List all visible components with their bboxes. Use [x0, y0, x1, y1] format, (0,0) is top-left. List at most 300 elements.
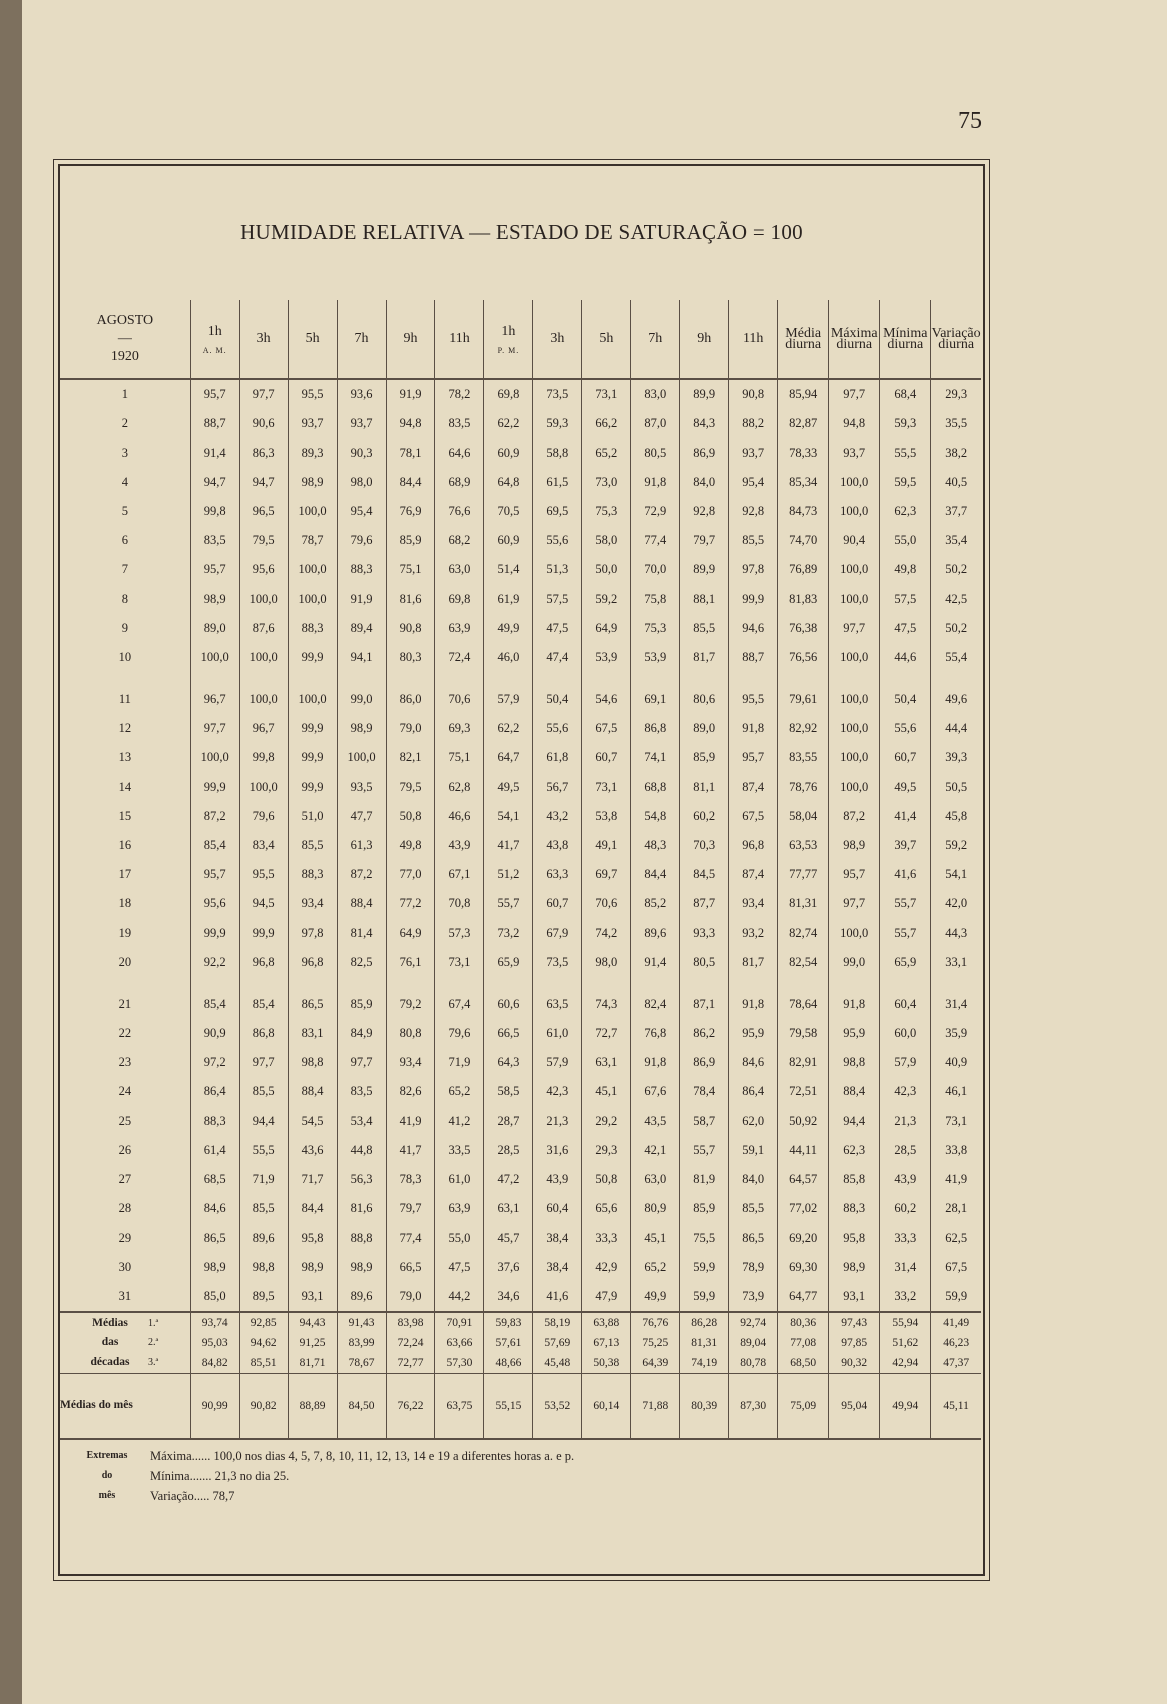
- hour-header: 11h: [729, 300, 778, 379]
- value-cell: 99,9: [190, 919, 239, 948]
- value-cell: 87,2: [337, 860, 386, 889]
- value-cell: 47,5: [880, 614, 931, 643]
- extremes-label: do: [101, 1470, 113, 1481]
- value-cell: 93,7: [729, 438, 778, 467]
- table-row: [60, 1048, 981, 1077]
- value-cell: 69,5: [533, 497, 582, 526]
- value-cell: 64,57: [778, 1165, 829, 1194]
- value-cell: 28,1: [931, 1194, 981, 1223]
- value-cell: 50,0: [582, 555, 631, 584]
- value-cell: 71,9: [239, 1165, 288, 1194]
- value-cell: 83,1: [288, 1019, 337, 1048]
- value-cell: 68,50: [778, 1353, 829, 1373]
- value-cell: 94,7: [239, 468, 288, 497]
- decade-mean-row: [60, 1353, 981, 1373]
- value-cell: 81,7: [729, 948, 778, 977]
- value-cell: 72,9: [631, 497, 680, 526]
- value-cell: 60,7: [533, 889, 582, 918]
- value-cell: 98,8: [829, 1048, 880, 1077]
- value-cell: 88,4: [288, 1077, 337, 1106]
- value-cell: 99,8: [239, 743, 288, 772]
- value-cell: 76,89: [778, 555, 829, 584]
- value-cell: 89,9: [680, 555, 729, 584]
- value-cell: 55,94: [880, 1312, 931, 1333]
- value-cell: 83,4: [239, 831, 288, 860]
- value-cell: 84,82: [190, 1353, 239, 1373]
- value-cell: 98,0: [337, 468, 386, 497]
- day-cell: 5: [121, 503, 128, 518]
- value-cell: 58,0: [582, 526, 631, 555]
- value-cell: 63,53: [778, 831, 829, 860]
- maxima-header: Máxima diurna: [829, 300, 880, 379]
- value-cell: 94,1: [337, 643, 386, 672]
- value-cell: 100,0: [288, 497, 337, 526]
- value-cell: 72,7: [582, 1019, 631, 1048]
- value-cell: 42,3: [880, 1077, 931, 1106]
- value-cell: 100,0: [829, 555, 880, 584]
- value-cell: 79,6: [239, 802, 288, 831]
- value-cell: 100,0: [829, 497, 880, 526]
- table-row: [60, 1253, 981, 1282]
- value-cell: 83,5: [337, 1077, 386, 1106]
- value-cell: 79,6: [435, 1019, 484, 1048]
- decade-mean-label: décadas 3.ª: [60, 1353, 190, 1373]
- value-cell: 77,77: [778, 860, 829, 889]
- value-cell: 80,8: [386, 1019, 435, 1048]
- value-cell: 79,0: [386, 1282, 435, 1312]
- value-cell: 99,8: [190, 497, 239, 526]
- day-cell: 8: [121, 591, 128, 606]
- value-cell: 69,8: [435, 584, 484, 613]
- value-cell: 95,6: [190, 889, 239, 918]
- value-cell: 57,5: [533, 584, 582, 613]
- value-cell: 60,6: [484, 990, 533, 1019]
- value-cell: 63,1: [484, 1194, 533, 1223]
- value-cell: 86,5: [729, 1223, 778, 1252]
- value-cell: 69,30: [778, 1253, 829, 1282]
- value-cell: 41,7: [386, 1136, 435, 1165]
- value-cell: 63,5: [533, 990, 582, 1019]
- value-cell: 94,5: [239, 889, 288, 918]
- decade-gap: [60, 977, 981, 990]
- value-cell: 86,4: [190, 1077, 239, 1106]
- value-cell: 99,9: [288, 773, 337, 802]
- value-cell: 98,8: [288, 1048, 337, 1077]
- value-cell: 84,73: [778, 497, 829, 526]
- value-cell: 53,4: [337, 1107, 386, 1136]
- value-cell: 43,6: [288, 1136, 337, 1165]
- value-cell: 73,5: [533, 948, 582, 977]
- hour-header: 7h: [631, 300, 680, 379]
- value-cell: 63,75: [435, 1373, 484, 1439]
- value-cell: 92,74: [729, 1312, 778, 1333]
- value-cell: 50,4: [880, 685, 931, 714]
- value-cell: 96,7: [239, 714, 288, 743]
- value-cell: 87,1: [680, 990, 729, 1019]
- value-cell: 50,92: [778, 1107, 829, 1136]
- value-cell: 95,9: [829, 1019, 880, 1048]
- value-cell: 73,5: [533, 379, 582, 409]
- value-cell: 78,64: [778, 990, 829, 1019]
- value-cell: 46,6: [435, 802, 484, 831]
- value-cell: 80,9: [631, 1194, 680, 1223]
- value-cell: 55,6: [533, 714, 582, 743]
- value-cell: 80,78: [729, 1353, 778, 1373]
- table-row: [60, 773, 981, 802]
- hour-header: 3h: [533, 300, 582, 379]
- value-cell: 72,51: [778, 1077, 829, 1106]
- day-cell: 4: [121, 474, 128, 489]
- value-cell: 28,5: [880, 1136, 931, 1165]
- value-cell: 96,8: [288, 948, 337, 977]
- value-cell: 95,7: [729, 743, 778, 772]
- value-cell: 42,3: [533, 1077, 582, 1106]
- value-cell: 67,4: [435, 990, 484, 1019]
- value-cell: 84,0: [680, 468, 729, 497]
- value-cell: 43,5: [631, 1107, 680, 1136]
- value-cell: 37,6: [484, 1253, 533, 1282]
- value-cell: 41,6: [533, 1282, 582, 1312]
- value-cell: 79,5: [239, 526, 288, 555]
- value-cell: 34,6: [484, 1282, 533, 1312]
- day-cell: 15: [118, 808, 132, 823]
- value-cell: 65,9: [880, 948, 931, 977]
- value-cell: 86,5: [288, 990, 337, 1019]
- day-cell: 14: [118, 779, 132, 794]
- value-cell: 59,3: [533, 409, 582, 438]
- table-row: [60, 685, 981, 714]
- table-row: [60, 379, 981, 409]
- value-cell: 45,11: [931, 1373, 981, 1439]
- table-row: [60, 468, 981, 497]
- value-cell: 85,5: [239, 1194, 288, 1223]
- value-cell: 41,7: [484, 831, 533, 860]
- value-cell: 63,9: [435, 1194, 484, 1223]
- value-cell: 100,0: [239, 643, 288, 672]
- value-cell: 49,5: [880, 773, 931, 802]
- value-cell: 85,4: [239, 990, 288, 1019]
- value-cell: 55,7: [880, 919, 931, 948]
- value-cell: 77,4: [386, 1223, 435, 1252]
- value-cell: 59,83: [484, 1312, 533, 1333]
- day-cell: 31: [118, 1288, 132, 1303]
- value-cell: 88,89: [288, 1373, 337, 1439]
- value-cell: 51,0: [288, 802, 337, 831]
- table-row: [60, 1136, 981, 1165]
- value-cell: 53,8: [582, 802, 631, 831]
- value-cell: 91,25: [288, 1333, 337, 1353]
- value-cell: 95,5: [729, 685, 778, 714]
- value-cell: 97,85: [829, 1333, 880, 1353]
- value-cell: 100,0: [829, 468, 880, 497]
- value-cell: 93,74: [190, 1312, 239, 1333]
- value-cell: 78,1: [386, 438, 435, 467]
- value-cell: 93,2: [729, 919, 778, 948]
- value-cell: 93,4: [288, 889, 337, 918]
- value-cell: 67,5: [582, 714, 631, 743]
- value-cell: 41,2: [435, 1107, 484, 1136]
- decade-mean-label: das 2.ª: [101, 1336, 159, 1349]
- value-cell: 61,9: [484, 584, 533, 613]
- day-cell: 21: [118, 996, 132, 1011]
- hour-header: 9h: [386, 300, 435, 379]
- value-cell: 82,1: [386, 743, 435, 772]
- pm-label: P. M.: [497, 345, 520, 355]
- value-cell: 44,2: [435, 1282, 484, 1312]
- value-cell: 100,0: [829, 743, 880, 772]
- value-cell: 96,5: [239, 497, 288, 526]
- value-cell: 66,2: [582, 409, 631, 438]
- value-cell: 47,5: [435, 1253, 484, 1282]
- value-cell: 93,7: [288, 409, 337, 438]
- value-cell: 45,1: [582, 1077, 631, 1106]
- table-row: [60, 1194, 981, 1223]
- day-cell: 17: [118, 867, 132, 882]
- value-cell: 84,4: [631, 860, 680, 889]
- value-cell: 76,38: [778, 614, 829, 643]
- period-header: [60, 300, 190, 379]
- value-cell: 88,4: [829, 1077, 880, 1106]
- value-cell: 88,3: [288, 860, 337, 889]
- value-cell: 76,56: [778, 643, 829, 672]
- value-cell: 93,7: [337, 409, 386, 438]
- value-cell: 83,99: [337, 1333, 386, 1353]
- value-cell: 86,5: [190, 1223, 239, 1252]
- value-cell: 95,7: [190, 379, 239, 409]
- value-cell: 93,1: [829, 1282, 880, 1312]
- value-cell: 61,8: [533, 743, 582, 772]
- value-cell: 91,4: [631, 948, 680, 977]
- table-row: [60, 1282, 981, 1312]
- value-cell: 62,5: [931, 1223, 981, 1252]
- value-cell: 90,9: [190, 1019, 239, 1048]
- value-cell: 80,36: [778, 1312, 829, 1333]
- value-cell: 87,7: [680, 889, 729, 918]
- decade-mean-label: Médias 1.ª: [60, 1312, 190, 1333]
- value-cell: 54,1: [931, 860, 981, 889]
- value-cell: 82,74: [778, 919, 829, 948]
- value-cell: 95,7: [829, 860, 880, 889]
- value-cell: 65,2: [631, 1253, 680, 1282]
- value-cell: 76,22: [386, 1373, 435, 1439]
- value-cell: 97,7: [829, 889, 880, 918]
- value-cell: 53,9: [631, 643, 680, 672]
- value-cell: 75,25: [631, 1333, 680, 1353]
- value-cell: 58,5: [484, 1077, 533, 1106]
- table-row: [60, 990, 981, 1019]
- value-cell: 58,04: [778, 802, 829, 831]
- table-row: [60, 1107, 981, 1136]
- value-cell: 68,4: [880, 379, 931, 409]
- day-cell: 3: [121, 445, 128, 460]
- day-cell: 27: [118, 1172, 132, 1187]
- value-cell: 91,8: [729, 990, 778, 1019]
- value-cell: 42,9: [582, 1253, 631, 1282]
- value-cell: 83,5: [435, 409, 484, 438]
- value-cell: 100,0: [239, 773, 288, 802]
- value-cell: 85,5: [729, 526, 778, 555]
- value-cell: 91,43: [337, 1312, 386, 1333]
- extremes-label: mês: [98, 1490, 116, 1501]
- value-cell: 97,7: [829, 614, 880, 643]
- value-cell: 100,0: [190, 643, 239, 672]
- extremes-minima: Mínima....... 21,3 no dia 25.: [150, 1469, 290, 1483]
- day-cell: 9: [121, 620, 128, 635]
- value-cell: 61,0: [435, 1165, 484, 1194]
- value-cell: 53,9: [582, 643, 631, 672]
- value-cell: 85,5: [729, 1194, 778, 1223]
- value-cell: 85,5: [239, 1077, 288, 1106]
- value-cell: 50,4: [533, 685, 582, 714]
- value-cell: 89,9: [680, 379, 729, 409]
- value-cell: 55,5: [239, 1136, 288, 1165]
- value-cell: 33,8: [931, 1136, 981, 1165]
- value-cell: 99,0: [829, 948, 880, 977]
- value-cell: 64,8: [484, 468, 533, 497]
- value-cell: 88,2: [729, 409, 778, 438]
- value-cell: 68,9: [435, 468, 484, 497]
- value-cell: 81,9: [680, 1165, 729, 1194]
- value-cell: 87,2: [829, 802, 880, 831]
- extremes-label: Extremas: [86, 1450, 128, 1461]
- value-cell: 74,70: [778, 526, 829, 555]
- value-cell: 100,0: [829, 919, 880, 948]
- day-cell: 7: [121, 562, 128, 577]
- value-cell: 97,2: [190, 1048, 239, 1077]
- value-cell: 65,2: [435, 1077, 484, 1106]
- table-row: [60, 860, 981, 889]
- value-cell: 38,4: [533, 1223, 582, 1252]
- value-cell: 85,34: [778, 468, 829, 497]
- value-cell: 67,5: [729, 802, 778, 831]
- hour-header: 7h: [337, 300, 386, 379]
- value-cell: 59,1: [729, 1136, 778, 1165]
- value-cell: 51,2: [484, 860, 533, 889]
- value-cell: 91,4: [190, 438, 239, 467]
- value-cell: 80,3: [386, 643, 435, 672]
- value-cell: 88,8: [337, 1223, 386, 1252]
- value-cell: 70,6: [582, 889, 631, 918]
- value-cell: 56,7: [533, 773, 582, 802]
- value-cell: 61,3: [337, 831, 386, 860]
- value-cell: 84,0: [729, 1165, 778, 1194]
- value-cell: 78,2: [435, 379, 484, 409]
- table-row: [60, 831, 981, 860]
- value-cell: 81,4: [337, 919, 386, 948]
- value-cell: 54,5: [288, 1107, 337, 1136]
- day-cell: 20: [118, 954, 132, 969]
- value-cell: 60,14: [582, 1373, 631, 1439]
- value-cell: 100,0: [288, 685, 337, 714]
- value-cell: 66,5: [484, 1019, 533, 1048]
- value-cell: 65,6: [582, 1194, 631, 1223]
- day-cell: 6: [121, 533, 128, 548]
- value-cell: 44,3: [931, 919, 981, 948]
- value-cell: 55,0: [435, 1223, 484, 1252]
- value-cell: 98,0: [582, 948, 631, 977]
- value-cell: 86,9: [680, 1048, 729, 1077]
- value-cell: 100,0: [288, 555, 337, 584]
- value-cell: 95,7: [190, 555, 239, 584]
- value-cell: 33,3: [582, 1223, 631, 1252]
- value-cell: 98,9: [288, 468, 337, 497]
- value-cell: 93,4: [729, 889, 778, 918]
- value-cell: 99,9: [288, 743, 337, 772]
- value-cell: 99,9: [288, 643, 337, 672]
- value-cell: 49,8: [880, 555, 931, 584]
- value-cell: 45,48: [533, 1353, 582, 1373]
- value-cell: 84,6: [729, 1048, 778, 1077]
- value-cell: 33,2: [880, 1282, 931, 1312]
- decade-mean-row: [60, 1333, 981, 1353]
- value-cell: 98,8: [239, 1253, 288, 1282]
- value-cell: 85,4: [190, 831, 239, 860]
- value-cell: 68,5: [190, 1165, 239, 1194]
- day-cell: 24: [118, 1084, 132, 1099]
- value-cell: 92,85: [239, 1312, 288, 1333]
- value-cell: 75,8: [631, 584, 680, 613]
- value-cell: 77,2: [386, 889, 435, 918]
- value-cell: 89,4: [337, 614, 386, 643]
- value-cell: 78,9: [729, 1253, 778, 1282]
- value-cell: 89,04: [729, 1333, 778, 1353]
- table-body: [60, 379, 981, 1439]
- value-cell: 97,8: [729, 555, 778, 584]
- value-cell: 94,4: [239, 1107, 288, 1136]
- value-cell: 100,0: [239, 685, 288, 714]
- value-cell: 38,2: [931, 438, 981, 467]
- value-cell: 95,4: [337, 497, 386, 526]
- value-cell: 57,9: [880, 1048, 931, 1077]
- value-cell: 59,5: [880, 468, 931, 497]
- value-cell: 75,1: [435, 743, 484, 772]
- value-cell: 70,5: [484, 497, 533, 526]
- value-cell: 89,6: [337, 1282, 386, 1312]
- value-cell: 81,6: [337, 1194, 386, 1223]
- value-cell: 57,69: [533, 1333, 582, 1353]
- value-cell: 81,1: [680, 773, 729, 802]
- value-cell: 79,6: [337, 526, 386, 555]
- value-cell: 86,28: [680, 1312, 729, 1333]
- value-cell: 50,8: [582, 1165, 631, 1194]
- value-cell: 29,2: [582, 1107, 631, 1136]
- value-cell: 74,2: [582, 919, 631, 948]
- value-cell: 89,0: [190, 614, 239, 643]
- value-cell: 62,3: [880, 497, 931, 526]
- value-cell: 98,9: [190, 584, 239, 613]
- decade-mean-row: [60, 1312, 981, 1333]
- value-cell: 38,4: [533, 1253, 582, 1282]
- hour-header: 3h: [239, 300, 288, 379]
- value-cell: 49,6: [931, 685, 981, 714]
- month-mean-label: Médias do mês: [60, 1373, 190, 1439]
- value-cell: 75,3: [582, 497, 631, 526]
- value-cell: 62,0: [729, 1107, 778, 1136]
- value-cell: 76,9: [386, 497, 435, 526]
- value-cell: 60,9: [484, 526, 533, 555]
- day-cell: 2: [121, 416, 128, 431]
- value-cell: 88,3: [829, 1194, 880, 1223]
- table-row: [60, 743, 981, 772]
- table-row: [60, 889, 981, 918]
- value-cell: 96,7: [190, 685, 239, 714]
- value-cell: 69,7: [582, 860, 631, 889]
- day-cell: 25: [118, 1113, 132, 1128]
- hour-header: 11h: [435, 300, 484, 379]
- value-cell: 82,91: [778, 1048, 829, 1077]
- value-cell: 90,99: [190, 1373, 239, 1439]
- value-cell: 65,9: [484, 948, 533, 977]
